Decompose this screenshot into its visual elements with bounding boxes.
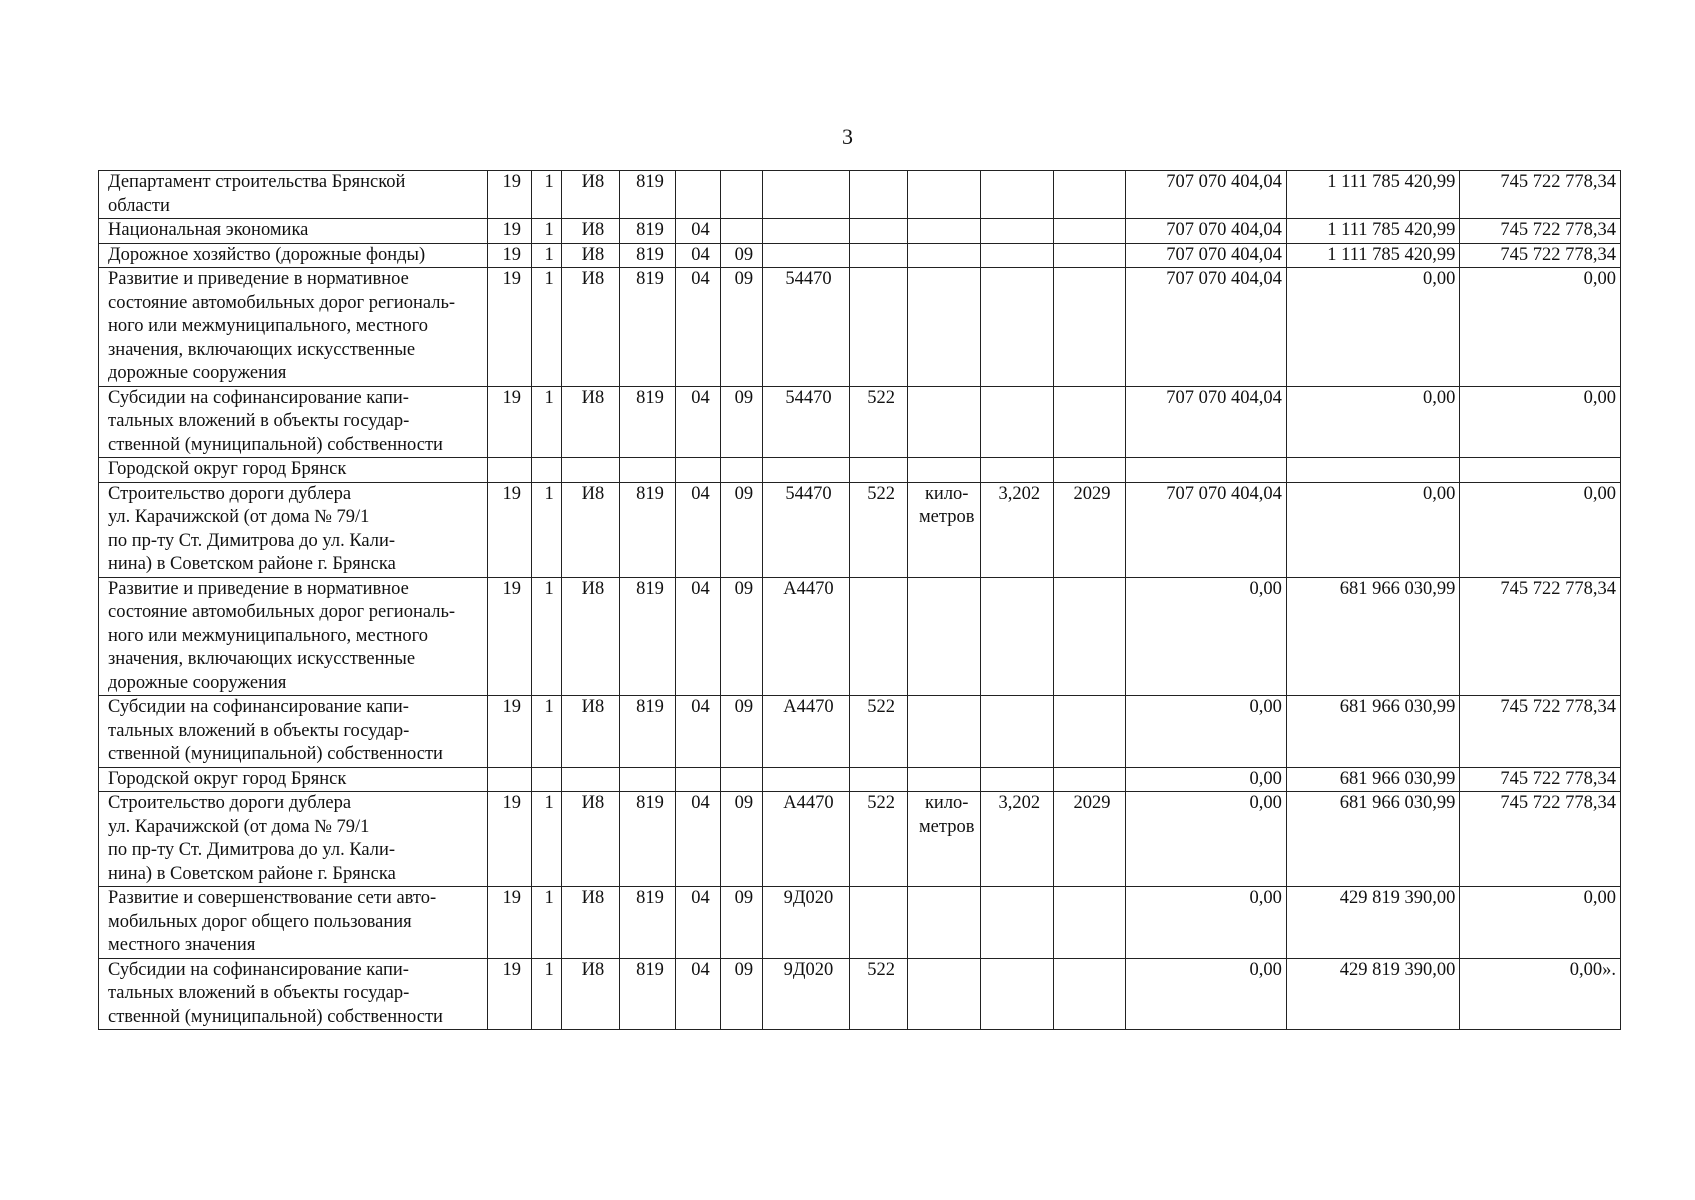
code-grbs-cell: 819 <box>619 577 676 696</box>
code-expense-type-cell <box>849 268 908 387</box>
amount-year3-cell: 745 722 778,34 <box>1460 696 1621 768</box>
amount-year3-cell: 745 722 778,34 <box>1460 219 1621 244</box>
amount-year3-cell: 745 722 778,34 <box>1460 171 1621 219</box>
table-row <box>99 268 1621 387</box>
code-project-cell: И8 <box>562 696 620 768</box>
code-section-cell: 04 <box>676 887 720 959</box>
code-project-cell: И8 <box>562 268 620 387</box>
code-expense-type-cell: 522 <box>849 792 908 887</box>
amount-year2-cell: 429 819 390,00 <box>1286 887 1460 959</box>
year-cell <box>1053 171 1126 219</box>
capacity-cell <box>981 171 1054 219</box>
amount-year1-cell: 707 070 404,04 <box>1126 386 1286 458</box>
code-subsection-cell: 09 <box>720 482 762 577</box>
table-row <box>99 577 1621 696</box>
code-gp-cell: 19 <box>487 792 531 887</box>
amount-year2-cell: 681 966 030,99 <box>1286 696 1460 768</box>
row-name-line: дорожные сооружения <box>108 672 287 693</box>
capacity-cell <box>981 243 1054 268</box>
code-gp-cell: 19 <box>487 268 531 387</box>
row-name-line: Департамент строительства Брянской <box>108 172 406 192</box>
code-project-cell: И8 <box>562 243 620 268</box>
table-row <box>99 171 1621 219</box>
row-name-line: Строительство дороги дублера <box>108 483 352 504</box>
code-section-cell: 04 <box>676 386 720 458</box>
amount-year1-cell: 0,00 <box>1126 696 1286 768</box>
row-name-cell <box>99 792 488 887</box>
code-expense-type-cell <box>849 767 908 792</box>
code-section-cell: 04 <box>676 268 720 387</box>
row-name-line: тальных вложений в объекты государ- <box>108 411 410 431</box>
unit-cell <box>908 577 981 696</box>
row-name-cell <box>99 268 488 387</box>
amount-year2-cell: 1 111 785 420,99 <box>1286 171 1460 219</box>
amount-year1-cell: 0,00 <box>1126 767 1286 792</box>
code-gp-cell <box>487 458 531 483</box>
row-name-line: значения, включающих искусственные <box>108 339 416 360</box>
year-cell <box>1053 268 1126 387</box>
code-expense-type-cell: 522 <box>849 696 908 768</box>
code-project-cell: И8 <box>562 171 620 219</box>
table-row <box>99 958 1621 1030</box>
row-name-cell <box>99 386 488 458</box>
code-grbs-cell: 819 <box>619 171 676 219</box>
code-project-cell: И8 <box>562 887 620 959</box>
amount-year3-cell: 0,00 <box>1460 482 1621 577</box>
row-name-line: дорожные сооружения <box>108 363 287 383</box>
table-row <box>99 696 1621 768</box>
year-cell <box>1053 767 1126 792</box>
code-subsection-cell <box>720 767 762 792</box>
amount-year2-cell: 429 819 390,00 <box>1286 958 1460 1030</box>
row-name-line: значения, включающих искусственные <box>108 649 416 669</box>
unit-cell <box>908 243 981 268</box>
code-project-cell: И8 <box>562 386 620 458</box>
capacity-cell: 3,202 <box>981 792 1054 887</box>
budget-table <box>98 170 1621 1030</box>
code-subsection-cell: 09 <box>720 696 762 768</box>
row-name-line: ул. Карачижской (от дома № 79/1 <box>108 816 370 837</box>
unit-cell <box>908 268 981 387</box>
row-name-line: ул. Карачижской (от дома № 79/1 <box>108 507 370 527</box>
code-expense-type-cell <box>849 219 908 244</box>
row-name-cell <box>99 958 488 1030</box>
row-name-cell <box>99 243 488 268</box>
code-pgp-cell: 1 <box>531 696 561 768</box>
row-name-line: Субсидии на софинансирование капи- <box>108 387 409 408</box>
capacity-cell <box>981 696 1054 768</box>
amount-year1-cell: 707 070 404,04 <box>1126 268 1286 387</box>
row-name-line: мобильных дорог общего пользования <box>108 911 412 932</box>
code-project-cell: И8 <box>562 219 620 244</box>
code-section-cell: 04 <box>676 696 720 768</box>
code-project-cell: И8 <box>562 577 620 696</box>
code-section-cell <box>676 458 720 483</box>
amount-year3-cell: 0,00 <box>1460 386 1621 458</box>
code-section-cell: 04 <box>676 482 720 577</box>
code-pgp-cell: 1 <box>531 887 561 959</box>
amount-year1-cell: 707 070 404,04 <box>1126 171 1286 219</box>
code-section-cell: 04 <box>676 243 720 268</box>
code-gp-cell <box>487 767 531 792</box>
code-gp-cell: 19 <box>487 243 531 268</box>
code-grbs-cell: 819 <box>619 696 676 768</box>
code-gp-cell: 19 <box>487 219 531 244</box>
table-row <box>99 386 1621 458</box>
page-number: 3 <box>842 124 853 149</box>
row-name-line: Развитие и приведение в нормативное <box>108 578 409 599</box>
row-name-line: Городской округ город Брянск <box>108 459 347 479</box>
row-name-cell <box>99 696 488 768</box>
code-subsection-cell: 09 <box>720 268 762 387</box>
amount-year1-cell <box>1126 458 1286 483</box>
year-cell: 2029 <box>1053 792 1126 887</box>
amount-year2-cell: 1 111 785 420,99 <box>1286 243 1460 268</box>
row-name-cell <box>99 171 488 219</box>
row-name-cell <box>99 887 488 959</box>
year-cell <box>1053 577 1126 696</box>
capacity-cell <box>981 458 1054 483</box>
row-name-line: по пр-ту Ст. Димитрова до ул. Кали- <box>108 530 396 551</box>
amount-year1-cell: 707 070 404,04 <box>1126 243 1286 268</box>
row-name-cell <box>99 219 488 244</box>
code-direction-cell: 54470 <box>763 268 850 387</box>
row-name-line: Субсидии на софинансирование капи- <box>108 959 409 980</box>
row-name-line: ственной (муниципальной) собственности <box>108 744 443 764</box>
row-name-line: по пр-ту Ст. Димитрова до ул. Кали- <box>108 840 396 860</box>
row-name-line: тальных вложений в объекты государ- <box>108 720 410 741</box>
code-direction-cell <box>763 458 850 483</box>
code-direction-cell: 54470 <box>763 482 850 577</box>
code-gp-cell: 19 <box>487 696 531 768</box>
code-direction-cell <box>763 243 850 268</box>
amount-year3-cell: 745 722 778,34 <box>1460 792 1621 887</box>
table-row <box>99 243 1621 268</box>
code-grbs-cell: 819 <box>619 243 676 268</box>
amount-year3-cell: 0,00 <box>1460 887 1621 959</box>
amount-year3-cell: 745 722 778,34 <box>1460 243 1621 268</box>
amount-year2-cell <box>1286 458 1460 483</box>
row-name-cell <box>99 767 488 792</box>
row-name-line: Развитие и совершенствование сети авто- <box>108 888 437 908</box>
year-cell <box>1053 696 1126 768</box>
unit-cell <box>908 792 981 887</box>
code-direction-cell: А4470 <box>763 792 850 887</box>
code-subsection-cell: 09 <box>720 243 762 268</box>
code-pgp-cell <box>531 458 561 483</box>
row-name-line: нина) в Советском районе г. Брянска <box>108 863 396 884</box>
row-name-line: ственной (муниципальной) собственности <box>108 434 443 455</box>
row-name-line: ственной (муниципальной) собственности <box>108 1006 443 1027</box>
amount-year2-cell: 681 966 030,99 <box>1286 767 1460 792</box>
amount-year2-cell: 1 111 785 420,99 <box>1286 219 1460 244</box>
code-subsection-cell <box>720 458 762 483</box>
code-subsection-cell: 09 <box>720 887 762 959</box>
unit-line: метров <box>918 507 975 527</box>
unit-cell <box>908 767 981 792</box>
year-cell <box>1053 386 1126 458</box>
code-pgp-cell: 1 <box>531 577 561 696</box>
capacity-cell <box>981 577 1054 696</box>
row-name-cell <box>99 577 488 696</box>
unit-line: кило- <box>924 483 969 504</box>
code-gp-cell: 19 <box>487 958 531 1030</box>
code-project-cell: И8 <box>562 792 620 887</box>
code-gp-cell: 19 <box>487 171 531 219</box>
amount-year3-cell: 745 722 778,34 <box>1460 767 1621 792</box>
code-expense-type-cell <box>849 171 908 219</box>
code-project-cell <box>562 767 620 792</box>
row-name-line: состояние автомобильных дорог региональ- <box>108 292 456 313</box>
code-project-cell: И8 <box>562 958 620 1030</box>
code-section-cell: 04 <box>676 219 720 244</box>
amount-year1-cell: 0,00 <box>1126 958 1286 1030</box>
code-expense-type-cell: 522 <box>849 386 908 458</box>
table-row <box>99 767 1621 792</box>
code-expense-type-cell <box>849 577 908 696</box>
amount-year2-cell: 0,00 <box>1286 386 1460 458</box>
amount-year1-cell: 707 070 404,04 <box>1126 482 1286 577</box>
unit-line: метров <box>918 816 975 837</box>
code-pgp-cell: 1 <box>531 792 561 887</box>
code-section-cell: 04 <box>676 792 720 887</box>
row-name-line: области <box>108 195 170 216</box>
year-cell <box>1053 887 1126 959</box>
table-body <box>99 171 1621 1030</box>
code-grbs-cell: 819 <box>619 482 676 577</box>
code-pgp-cell: 1 <box>531 219 561 244</box>
unit-cell <box>908 958 981 1030</box>
year-cell <box>1053 958 1126 1030</box>
code-gp-cell: 19 <box>487 386 531 458</box>
amount-year3-cell: 0,00». <box>1460 958 1621 1030</box>
code-grbs-cell: 819 <box>619 219 676 244</box>
code-grbs-cell: 819 <box>619 268 676 387</box>
code-expense-type-cell: 522 <box>849 958 908 1030</box>
code-expense-type-cell <box>849 887 908 959</box>
year-cell <box>1053 243 1126 268</box>
year-cell <box>1053 458 1126 483</box>
unit-line: кило- <box>924 793 969 813</box>
code-grbs-cell: 819 <box>619 792 676 887</box>
amount-year2-cell: 0,00 <box>1286 482 1460 577</box>
row-name-line: Развитие и приведение в нормативное <box>108 269 409 289</box>
unit-cell <box>908 386 981 458</box>
code-subsection-cell: 09 <box>720 792 762 887</box>
unit-cell <box>908 482 981 577</box>
code-direction-cell <box>763 219 850 244</box>
row-name-line: Субсидии на софинансирование капи- <box>108 697 409 717</box>
row-name-line: Строительство дороги дублера <box>108 793 352 813</box>
table-row <box>99 458 1621 483</box>
code-grbs-cell <box>619 767 676 792</box>
code-pgp-cell: 1 <box>531 171 561 219</box>
code-direction-cell: 9Д020 <box>763 887 850 959</box>
code-project-cell: И8 <box>562 482 620 577</box>
table-row <box>99 219 1621 244</box>
code-pgp-cell: 1 <box>531 482 561 577</box>
code-expense-type-cell <box>849 243 908 268</box>
amount-year2-cell: 681 966 030,99 <box>1286 577 1460 696</box>
row-name-line: тальных вложений в объекты государ- <box>108 983 410 1003</box>
year-cell: 2029 <box>1053 482 1126 577</box>
amount-year2-cell: 0,00 <box>1286 268 1460 387</box>
code-direction-cell <box>763 767 850 792</box>
code-pgp-cell: 1 <box>531 958 561 1030</box>
code-subsection-cell <box>720 219 762 244</box>
amount-year1-cell: 0,00 <box>1126 792 1286 887</box>
row-name-line: нина) в Советском районе г. Брянска <box>108 554 396 574</box>
code-pgp-cell <box>531 767 561 792</box>
row-name-line: состояние автомобильных дорог региональ- <box>108 602 456 622</box>
code-grbs-cell: 819 <box>619 386 676 458</box>
code-section-cell <box>676 767 720 792</box>
code-direction-cell: А4470 <box>763 696 850 768</box>
row-name-line: Городской округ город Брянск <box>108 768 347 789</box>
row-name-cell <box>99 458 488 483</box>
amount-year1-cell: 707 070 404,04 <box>1126 219 1286 244</box>
code-section-cell: 04 <box>676 958 720 1030</box>
capacity-cell <box>981 219 1054 244</box>
amount-year1-cell: 0,00 <box>1126 887 1286 959</box>
capacity-cell <box>981 887 1054 959</box>
row-name-line: Дорожное хозяйство (дорожные фонды) <box>108 244 426 265</box>
code-grbs-cell: 819 <box>619 958 676 1030</box>
code-project-cell <box>562 458 620 483</box>
code-pgp-cell: 1 <box>531 268 561 387</box>
code-direction-cell: А4470 <box>763 577 850 696</box>
code-pgp-cell: 1 <box>531 243 561 268</box>
row-name-line: местного значения <box>108 935 256 955</box>
code-subsection-cell: 09 <box>720 386 762 458</box>
unit-cell <box>908 887 981 959</box>
table-row <box>99 482 1621 577</box>
unit-cell <box>908 171 981 219</box>
code-direction-cell: 54470 <box>763 386 850 458</box>
row-name-cell <box>99 482 488 577</box>
table-row <box>99 792 1621 887</box>
capacity-cell: 3,202 <box>981 482 1054 577</box>
capacity-cell <box>981 958 1054 1030</box>
code-subsection-cell: 09 <box>720 577 762 696</box>
code-direction-cell: 9Д020 <box>763 958 850 1030</box>
row-name-line: ного или межмуниципального, местного <box>108 625 428 646</box>
amount-year3-cell: 745 722 778,34 <box>1460 577 1621 696</box>
amount-year3-cell: 0,00 <box>1460 268 1621 387</box>
code-gp-cell: 19 <box>487 887 531 959</box>
unit-cell <box>908 696 981 768</box>
code-grbs-cell: 819 <box>619 887 676 959</box>
unit-cell <box>908 458 981 483</box>
unit-cell <box>908 219 981 244</box>
code-gp-cell: 19 <box>487 577 531 696</box>
code-direction-cell <box>763 171 850 219</box>
table-row <box>99 887 1621 959</box>
row-name-line: Национальная экономика <box>108 220 309 240</box>
code-section-cell: 04 <box>676 577 720 696</box>
code-grbs-cell <box>619 458 676 483</box>
code-subsection-cell: 09 <box>720 958 762 1030</box>
capacity-cell <box>981 268 1054 387</box>
capacity-cell <box>981 767 1054 792</box>
year-cell <box>1053 219 1126 244</box>
code-gp-cell: 19 <box>487 482 531 577</box>
capacity-cell <box>981 386 1054 458</box>
amount-year3-cell <box>1460 458 1621 483</box>
code-expense-type-cell <box>849 458 908 483</box>
code-section-cell <box>676 171 720 219</box>
amount-year1-cell: 0,00 <box>1126 577 1286 696</box>
code-subsection-cell <box>720 171 762 219</box>
code-expense-type-cell: 522 <box>849 482 908 577</box>
code-pgp-cell: 1 <box>531 386 561 458</box>
amount-year2-cell: 681 966 030,99 <box>1286 792 1460 887</box>
row-name-line: ного или межмуниципального, местного <box>108 316 428 336</box>
